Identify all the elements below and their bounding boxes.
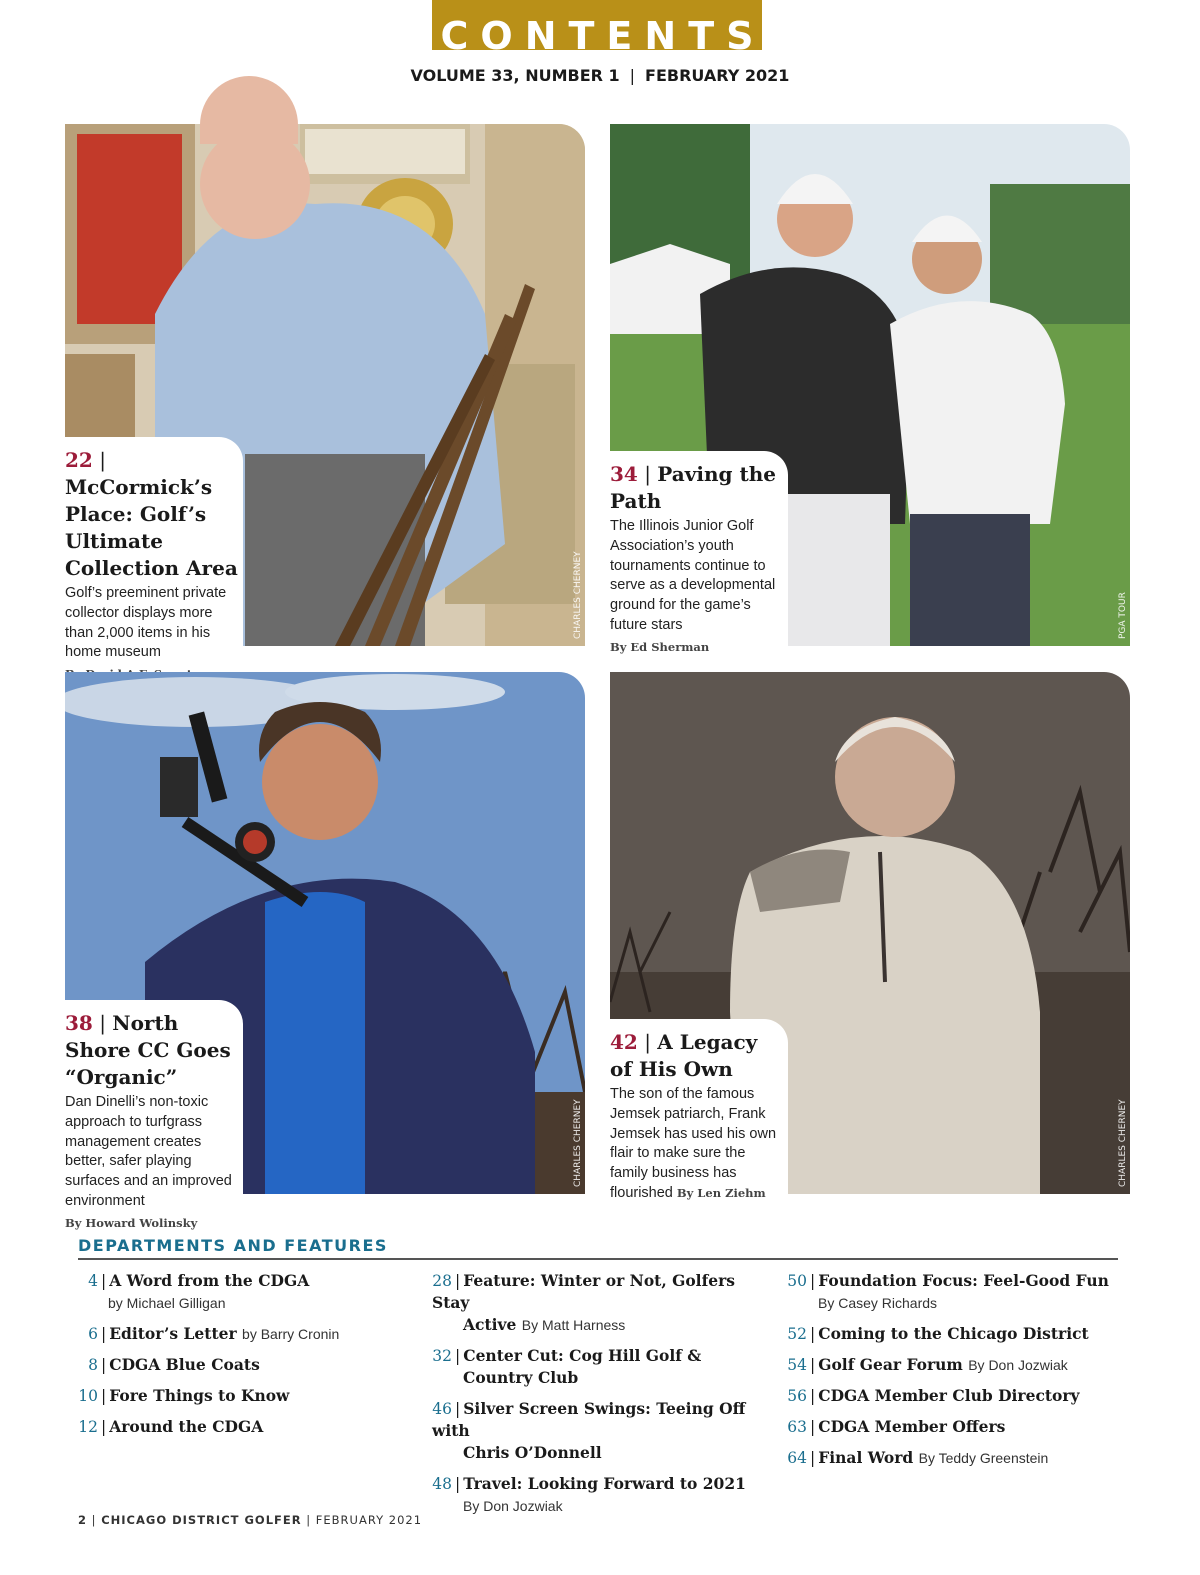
dept-entry[interactable]: 50 | Foundation Focus: Feel-Good Fun By Casey Richards	[787, 1270, 1127, 1314]
dept-page-number: 8	[88, 1356, 98, 1374]
departments-heading: DEPARTMENTS AND FEATURES	[78, 1236, 388, 1255]
footer-date: FEBRUARY 2021	[315, 1513, 423, 1527]
dept-title: Editor’s Letter	[109, 1324, 237, 1343]
feature-description: Dan Dinelli’s non-toxic approach to turfgrass management creates better, safer playing surfaces and an improved environment	[65, 1094, 232, 1209]
feature-title: McCormick’s Place: Golf’s Ultimate Collection Area	[65, 475, 238, 580]
volume-number: VOLUME 33, NUMBER 1	[410, 66, 620, 85]
feature-title: North Shore CC Goes “Organic”	[65, 1011, 231, 1089]
dept-entry[interactable]: 28 | Feature: Winter or Not, Golfers Stay Active By Matt Harness	[432, 1271, 735, 1334]
dept-title: A Word from the CDGA	[109, 1271, 310, 1290]
dept-byline: By Don Jozwiak	[463, 1498, 563, 1514]
dept-entry[interactable]: 4 | A Word from the CDGA by Michael Gilligan	[78, 1270, 408, 1314]
photo-credit: CHARLES CHERNEY	[573, 1099, 583, 1187]
dept-page-number: 52	[787, 1325, 807, 1343]
dept-title-cont: Active	[463, 1315, 517, 1334]
departments-column-1	[78, 1270, 408, 1447]
feature-page-number: 38	[65, 1011, 93, 1035]
photo-credit: CHARLES CHERNEY	[1118, 1099, 1128, 1187]
dept-byline: By Teddy Greenstein	[918, 1450, 1049, 1466]
dept-title: Fore Things to Know	[109, 1386, 290, 1405]
portrait-head-overflow	[200, 76, 298, 144]
dept-byline: By Don Jozwiak	[968, 1357, 1068, 1373]
departments-column-3	[787, 1270, 1127, 1478]
dept-entry[interactable]: 12 | Around the CDGA	[78, 1417, 264, 1436]
feature-page-number: 34	[610, 462, 638, 486]
feature-byline: By Howard Wolinsky	[65, 1215, 198, 1230]
dept-title: Around the CDGA	[109, 1417, 264, 1436]
dept-page-number: 46	[432, 1400, 452, 1418]
dept-page-number: 64	[787, 1449, 807, 1467]
feature-headline: 38 | North Shore CC Goes “Organic”	[65, 1011, 231, 1089]
dept-page-number: 10	[78, 1387, 98, 1405]
contents-banner	[432, 0, 766, 58]
issue-line: VOLUME 33, NUMBER 1 | FEBRUARY 2021	[410, 66, 790, 85]
feature-card-38[interactable]	[65, 1000, 243, 1230]
dept-title: Feature: Winter or Not, Golfers Stay	[432, 1271, 735, 1312]
page-footer: 2 | CHICAGO DISTRICT GOLFER | FEBRUARY 2021	[78, 1513, 423, 1527]
dept-entry[interactable]: 32 | Center Cut: Cog Hill Golf & Country Club	[432, 1345, 772, 1389]
dept-entry[interactable]: 48 | Travel: Looking Forward to 2021 By Don Jozwiak	[432, 1473, 772, 1517]
dept-entry[interactable]: 64 | Final Word By Teddy Greenstein	[787, 1448, 1049, 1467]
dept-page-number: 6	[88, 1325, 98, 1343]
dept-page-number: 63	[787, 1418, 807, 1436]
photo-credit: PGA TOUR	[1118, 592, 1128, 639]
dept-title: Center Cut: Cog Hill Golf &	[463, 1346, 702, 1365]
dept-byline: by Michael Gilligan	[108, 1295, 226, 1311]
feature-description	[610, 1085, 784, 1204]
photo-credit: CHARLES CHERNEY	[573, 551, 583, 639]
feature-byline: By Len Ziehm	[676, 1185, 766, 1200]
dept-title: Final Word	[818, 1448, 914, 1467]
feature-headline: 22 | McCormick’s Place: Golf’s Ultimate Collection Area	[65, 448, 238, 580]
feature-headline: 42 | A Legacy of His Own	[610, 1030, 758, 1081]
dept-entry[interactable]: 8 | CDGA Blue Coats	[78, 1354, 408, 1376]
dept-title: CDGA Member Club Directory	[818, 1386, 1080, 1405]
dept-entry[interactable]: 46 | Silver Screen Swings: Teeing Off with Chris O’Donnell	[432, 1398, 772, 1464]
dept-page-number: 12	[78, 1418, 98, 1436]
dept-entry[interactable]: 54 | Golf Gear Forum By Don Jozwiak	[787, 1355, 1068, 1374]
dept-byline: By Matt Harness	[521, 1317, 626, 1333]
feature-title: Paving the Path	[610, 462, 776, 513]
dept-title: CDGA Member Offers	[818, 1417, 1006, 1436]
folio-number: 2	[78, 1513, 88, 1527]
dept-page-number: 4	[88, 1272, 98, 1290]
dept-entry[interactable]: 56 | CDGA Member Club Directory	[787, 1386, 1080, 1405]
dept-page-number: 54	[787, 1356, 807, 1374]
dept-title: Golf Gear Forum	[818, 1355, 963, 1374]
dept-title-cont: Country Club	[463, 1368, 579, 1387]
feature-page-number: 22	[65, 448, 93, 472]
dept-page-number: 28	[432, 1272, 452, 1290]
publication-name: CHICAGO DISTRICT GOLFER	[101, 1513, 302, 1527]
dept-title: CDGA Blue Coats	[109, 1355, 260, 1374]
dept-page-number: 48	[432, 1475, 452, 1493]
feature-card-42[interactable]	[610, 1019, 788, 1199]
dept-entry[interactable]: 6 | Editor’s Letter by Barry Cronin	[78, 1323, 408, 1345]
departments-column-2	[432, 1270, 772, 1526]
departments-divider	[78, 1258, 1118, 1260]
feature-headline: 34 | Paving the Path	[610, 462, 776, 513]
dept-entry[interactable]: 63 | CDGA Member Offers	[787, 1417, 1006, 1436]
feature-description: Golf’s preeminent private collector displays more than 2,000 items in his home museum	[65, 585, 227, 661]
dept-title: Foundation Focus: Feel-Good Fun	[818, 1271, 1109, 1290]
dept-byline: by Barry Cronin	[242, 1326, 340, 1342]
dept-title: Coming to the Chicago District	[818, 1324, 1089, 1343]
contents-title: CONTENTS	[440, 14, 766, 58]
feature-page-number: 42	[610, 1030, 638, 1054]
dept-entry[interactable]: 10 | Fore Things to Know	[78, 1386, 290, 1405]
dept-page-number: 56	[787, 1387, 807, 1405]
dept-entry[interactable]: 52 | Coming to the Chicago District	[787, 1324, 1089, 1343]
dept-title: Silver Screen Swings: Teeing Off with	[432, 1399, 746, 1440]
feature-card-34[interactable]	[610, 451, 788, 654]
dept-page-number: 50	[787, 1272, 807, 1290]
feature-description: The Illinois Junior Golf Association’s youth tournaments continue to serve as a developmental ground for the game’s future stars	[610, 518, 776, 633]
feature-title: A Legacy of His Own	[610, 1030, 758, 1081]
dept-page-number: 32	[432, 1347, 452, 1365]
feature-byline: By Ed Sherman	[610, 639, 710, 654]
dept-title: Travel: Looking Forward to 2021	[463, 1474, 746, 1493]
dept-byline: By Casey Richards	[818, 1295, 938, 1311]
issue-date: FEBRUARY 2021	[645, 66, 790, 85]
feature-description-text: The son of the famous Jemsek patriarch, Frank Jemsek has used his own flair to make sure the family business has flourished	[610, 1086, 777, 1201]
dept-title-cont: Chris O’Donnell	[463, 1443, 602, 1462]
feature-card-22[interactable]	[65, 437, 243, 661]
